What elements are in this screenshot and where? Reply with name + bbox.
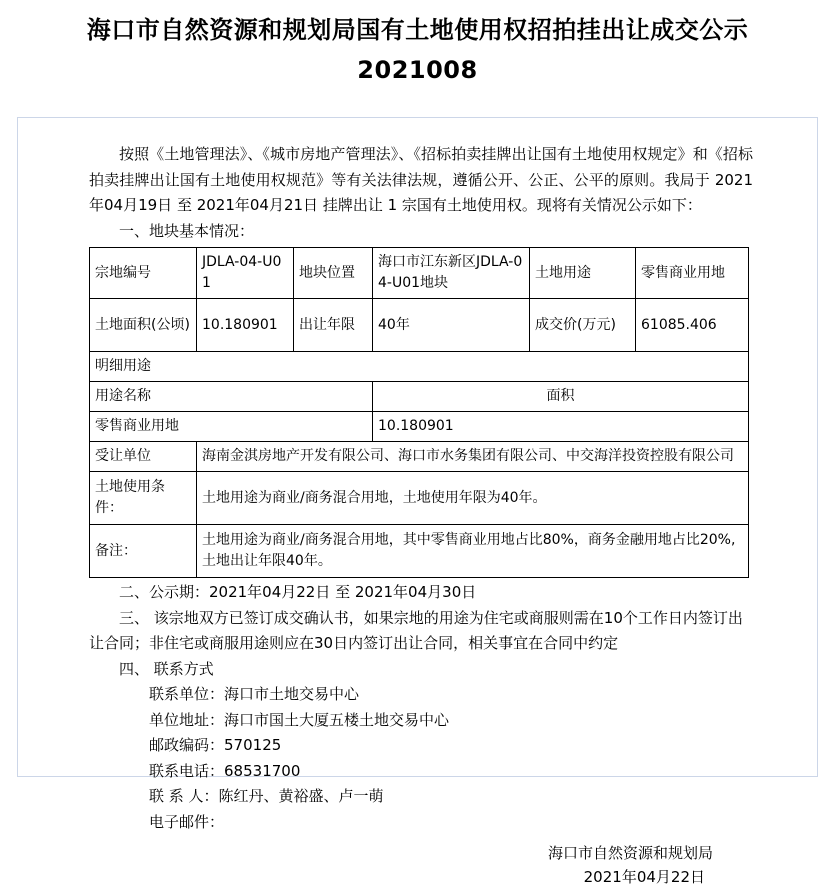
table-row (90, 352, 749, 382)
contact-block (89, 682, 753, 835)
label-land-use-conditions: 土地使用条件： (90, 472, 197, 525)
label-detail-use: 明细用途 (90, 352, 749, 382)
announcement-number: 2021008 (357, 56, 478, 84)
value-land-use-conditions: 土地用途为商业/商务混合用地，土地使用年限为40年。 (197, 472, 749, 525)
document-title-block (0, 0, 835, 90)
label-transferee: 受让单位 (90, 442, 197, 472)
value-land-use: 零售商业用地 (636, 248, 749, 299)
table-row (90, 382, 749, 412)
contact-phone-value: 68531700 (224, 761, 301, 780)
label-parcel-code: 宗地编号 (90, 248, 197, 299)
contact-postcode-label: 邮政编码： (149, 736, 225, 754)
contact-address-label: 单位地址： (149, 710, 225, 729)
contact-unit-value: 海口市土地交易中心 (224, 685, 360, 703)
content-frame (17, 117, 818, 886)
label-parcel-location: 地块位置 (294, 248, 373, 299)
value-transfer-term: 40年 (373, 299, 530, 352)
section-four: 四、 联系方式 (119, 659, 214, 678)
signature-block (89, 841, 753, 889)
value-transferee: 海南金淇房地产开发有限公司、海口市水务集团有限公司、中交海洋投资控股有限公司 (197, 442, 749, 472)
contact-unit-label: 联系单位： (149, 685, 225, 703)
contact-address-value: 海口市国土大厦五楼土地交易中心 (224, 710, 450, 729)
contact-phone-row (149, 759, 753, 785)
signature-issuer: 海口市自然资源和规划局 (547, 844, 713, 862)
table-row (90, 412, 749, 442)
land-parcel-table (89, 247, 749, 578)
detail-use-area: 10.180901 (373, 412, 749, 442)
contact-postcode-value: 570125 (224, 736, 282, 754)
table-row (90, 248, 749, 299)
signature-date: 2021年04月22日 (583, 868, 705, 886)
table-row (90, 299, 749, 352)
intro-paragraph: 按照《土地管理法》、《城市房地产管理法》、《招标拍卖挂牌出让国有土地使用权规定》和《招标拍卖挂牌出让国有土地使用权规范》等有关法律法规，遵循公开、公正、公平的原则。我局于 2021年04月19日 至 2021年04月21日 挂牌出让 1 宗国有土地使用权。现将有关情况公示如下： (89, 145, 753, 214)
section-one-heading: 一、地块基本情况： (119, 221, 255, 240)
label-land-use: 土地用途 (530, 248, 636, 299)
value-parcel-location: 海口市江东新区JDLA-04-U01地块 (373, 248, 530, 299)
contact-postcode-row (149, 733, 753, 759)
label-deal-price: 成交价(万元) (530, 299, 636, 352)
detail-use-name: 零售商业用地 (90, 412, 373, 442)
table-row (90, 525, 749, 578)
value-land-area: 10.180901 (197, 299, 294, 352)
section-two: 二、公示期：2021年04月22日 至 2021年04月30日 (119, 583, 477, 601)
label-remarks: 备注： (90, 525, 197, 578)
contact-person-value: 陈红丹、黄裕盛、卢一萌 (218, 787, 384, 805)
label-use-area: 面积 (373, 382, 749, 412)
table-row (90, 442, 749, 472)
value-deal-price: 61085.406 (636, 299, 749, 352)
contact-unit-row (149, 682, 753, 708)
contact-email-label: 电子邮件： (149, 812, 225, 831)
label-transfer-term: 出让年限 (294, 299, 373, 352)
value-remarks: 土地用途为商业/商务混合用地，其中零售商业用地占比80%，商务金融用地占比20%,土地出让年限40年。 (197, 525, 749, 578)
value-parcel-code: JDLA-04-U01 (197, 248, 294, 299)
label-use-name: 用途名称 (90, 382, 373, 412)
section-three: 三、 该宗地双方已签订成交确认书，如果宗地的用途为住宅或商服则需在10个工作日内签订出让合同；非住宅或商服用途则应在30日内签订出让合同，相关事宜在合同中约定 (89, 608, 743, 652)
document-body (89, 142, 753, 889)
contact-email-row (149, 810, 753, 836)
table-row (90, 472, 749, 525)
contact-person-label: 联 系 人： (149, 787, 219, 805)
contact-address-row (149, 708, 753, 734)
label-land-area: 土地面积(公顷) (90, 299, 197, 352)
page-title: 海口市自然资源和规划局国有土地使用权招拍挂出让成交公示 (86, 16, 749, 44)
contact-phone-label: 联系电话： (149, 761, 225, 780)
